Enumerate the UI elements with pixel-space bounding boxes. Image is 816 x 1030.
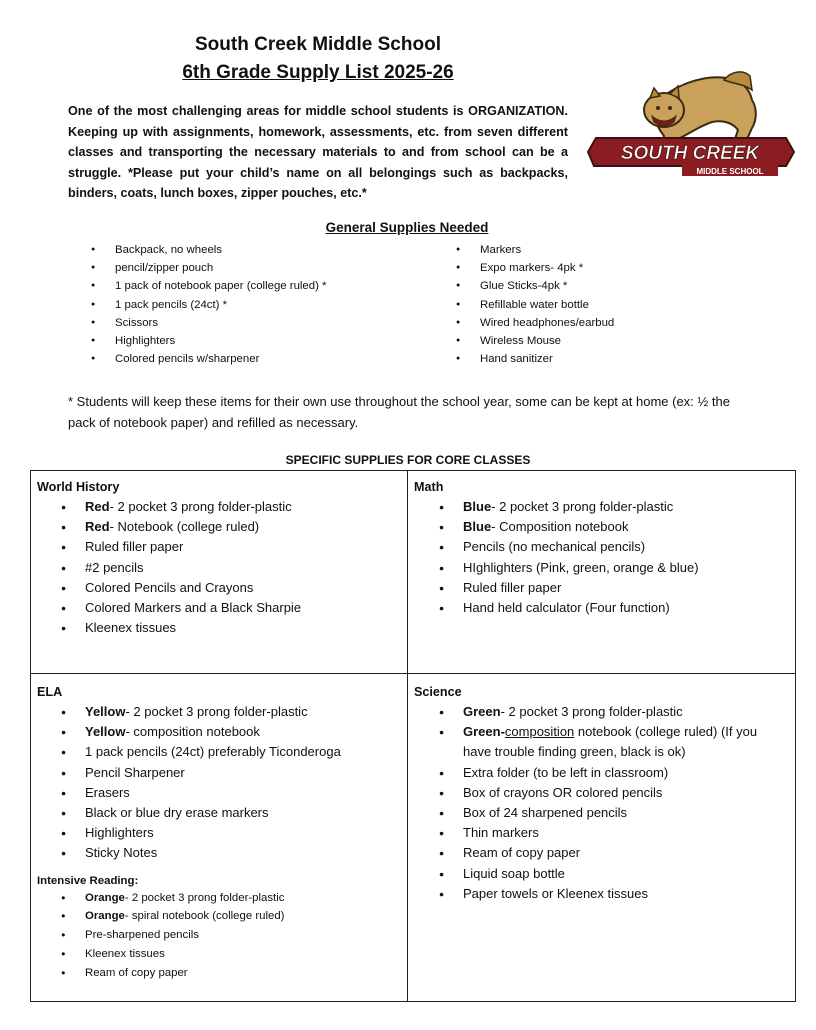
- list-item: ● Thin markers: [439, 823, 780, 843]
- cougar-logo-icon: [582, 66, 797, 184]
- general-supplies-right-list: [456, 241, 614, 368]
- logo-wordmark: SOUTH CREEK: [620, 143, 760, 164]
- list-item: ● Pencil Sharpener: [61, 763, 399, 783]
- list-item: ● Wireless Mouse: [456, 332, 614, 350]
- list-item: ● Blue- 2 pocket 3 prong folder-plastic: [439, 497, 790, 517]
- list-item: ● Orange- 2 pocket 3 prong folder-plastic: [61, 889, 399, 908]
- list-item: ● Liquid soap bottle: [439, 864, 780, 884]
- list-item: ● Pencils (no mechanical pencils): [439, 537, 790, 557]
- table-divider: [30, 673, 796, 674]
- list-item: ● Colored pencils w/sharpener: [91, 350, 327, 368]
- school-logo: [582, 66, 797, 184]
- list-item: ● Markers: [456, 241, 614, 259]
- list-item: ● Green-composition notebook (college ruled) (If you have trouble finding green, black is ok): [439, 722, 780, 762]
- list-item: ● #2 pencils: [61, 558, 399, 578]
- cell-science: [414, 685, 780, 904]
- ela-list: [61, 702, 399, 864]
- intensive-reading-list: [61, 889, 399, 983]
- list-item: ● Glue Sticks-4pk *: [456, 277, 614, 295]
- intro-paragraph: One of the most challenging areas for middle school students is ORGANIZATION. Keeping up with assignments, homework, assessments, etc. from seven different classes and transporting the necessary materials to and from school can be a struggle. *Please put your child’s name on all belongings such as backpacks, binders, coats, lunch boxes, zipper pouches, etc.*: [68, 104, 568, 200]
- list-item: ● 1 pack pencils (24ct) *: [91, 296, 327, 314]
- math-list: [439, 497, 790, 618]
- general-supplies-heading: General Supplies Needed: [325, 220, 489, 235]
- list-item: ● Paper towels or Kleenex tissues: [439, 884, 780, 904]
- list-item: ● Ream of copy paper: [439, 843, 780, 863]
- cell-title: World History: [37, 480, 120, 494]
- list-item: ● Backpack, no wheels: [91, 241, 327, 259]
- list-item: ● Colored Pencils and Crayons: [61, 578, 399, 598]
- list-item: ● Yellow- composition notebook: [61, 722, 399, 742]
- list-item: ● Sticky Notes: [61, 843, 399, 863]
- list-item: ● Box of crayons OR colored pencils: [439, 783, 780, 803]
- list-item: ● Wired headphones/earbud: [456, 314, 614, 332]
- list-item: ● 1 pack of notebook paper (college ruled) *: [91, 277, 327, 295]
- core-classes-heading: SPECIFIC SUPPLIES FOR CORE CLASSES: [285, 453, 531, 467]
- list-item: ● HIghlighters (Pink, green, orange & blue): [439, 558, 790, 578]
- list-item: ● pencil/zipper pouch: [91, 259, 327, 277]
- world-history-list: [61, 497, 399, 638]
- list-item: ● Refillable water bottle: [456, 296, 614, 314]
- list-item: ● Red- 2 pocket 3 prong folder-plastic: [61, 497, 399, 517]
- list-item: ● Kleenex tissues: [61, 945, 399, 964]
- list-item: ● Expo markers- 4pk *: [456, 259, 614, 277]
- cell-title: Math: [414, 480, 444, 494]
- cell-world-history: [37, 480, 399, 638]
- list-item: ● Green- 2 pocket 3 prong folder-plastic: [439, 702, 780, 722]
- footnote: * Students will keep these items for their own use throughout the school year, some can be kept at home (ex: ½ the pack of notebook paper) and refilled as necessary.: [68, 394, 730, 430]
- list-item: ● Highlighters: [61, 823, 399, 843]
- cell-title: Science: [414, 685, 462, 699]
- list-item: ● Erasers: [61, 783, 399, 803]
- list-item: ● 1 pack pencils (24ct) preferably Ticonderoga: [61, 742, 399, 762]
- intensive-reading-title: Intensive Reading:: [37, 874, 139, 887]
- cell-ela: [37, 685, 399, 983]
- list-item: ● Ream of copy paper: [61, 964, 399, 983]
- cell-math: [414, 480, 790, 618]
- list-item: ● Pre-sharpened pencils: [61, 926, 399, 945]
- list-item: ● Black or blue dry erase markers: [61, 803, 399, 823]
- science-list: [439, 702, 780, 904]
- logo-subtitle: MIDDLE SCHOOL: [696, 167, 764, 176]
- school-name: South Creek Middle School: [195, 34, 441, 55]
- list-item: ● Kleenex tissues: [61, 618, 399, 638]
- list-item: ● Orange- spiral notebook (college ruled): [61, 907, 399, 926]
- general-supplies-left-list: [91, 241, 327, 368]
- list-item: ● Yellow- 2 pocket 3 prong folder-plastic: [61, 702, 399, 722]
- list-item: ● Scissors: [91, 314, 327, 332]
- cell-title: ELA: [37, 685, 63, 699]
- list-item: ● Box of 24 sharpened pencils: [439, 803, 780, 823]
- list-item: ● Red- Notebook (college ruled): [61, 517, 399, 537]
- list-item: ● Hand sanitizer: [456, 350, 614, 368]
- list-item: ● Highlighters: [91, 332, 327, 350]
- list-item: ● Blue- Composition notebook: [439, 517, 790, 537]
- table-divider: [407, 470, 408, 1002]
- list-item: ● Hand held calculator (Four function): [439, 598, 790, 618]
- page-title: 6th Grade Supply List 2025-26: [182, 62, 454, 83]
- list-item: ● Colored Markers and a Black Sharpie: [61, 598, 399, 618]
- list-item: ● Ruled filler paper: [439, 578, 790, 598]
- list-item: ● Ruled filler paper: [61, 537, 399, 557]
- list-item: ● Extra folder (to be left in classroom): [439, 763, 780, 783]
